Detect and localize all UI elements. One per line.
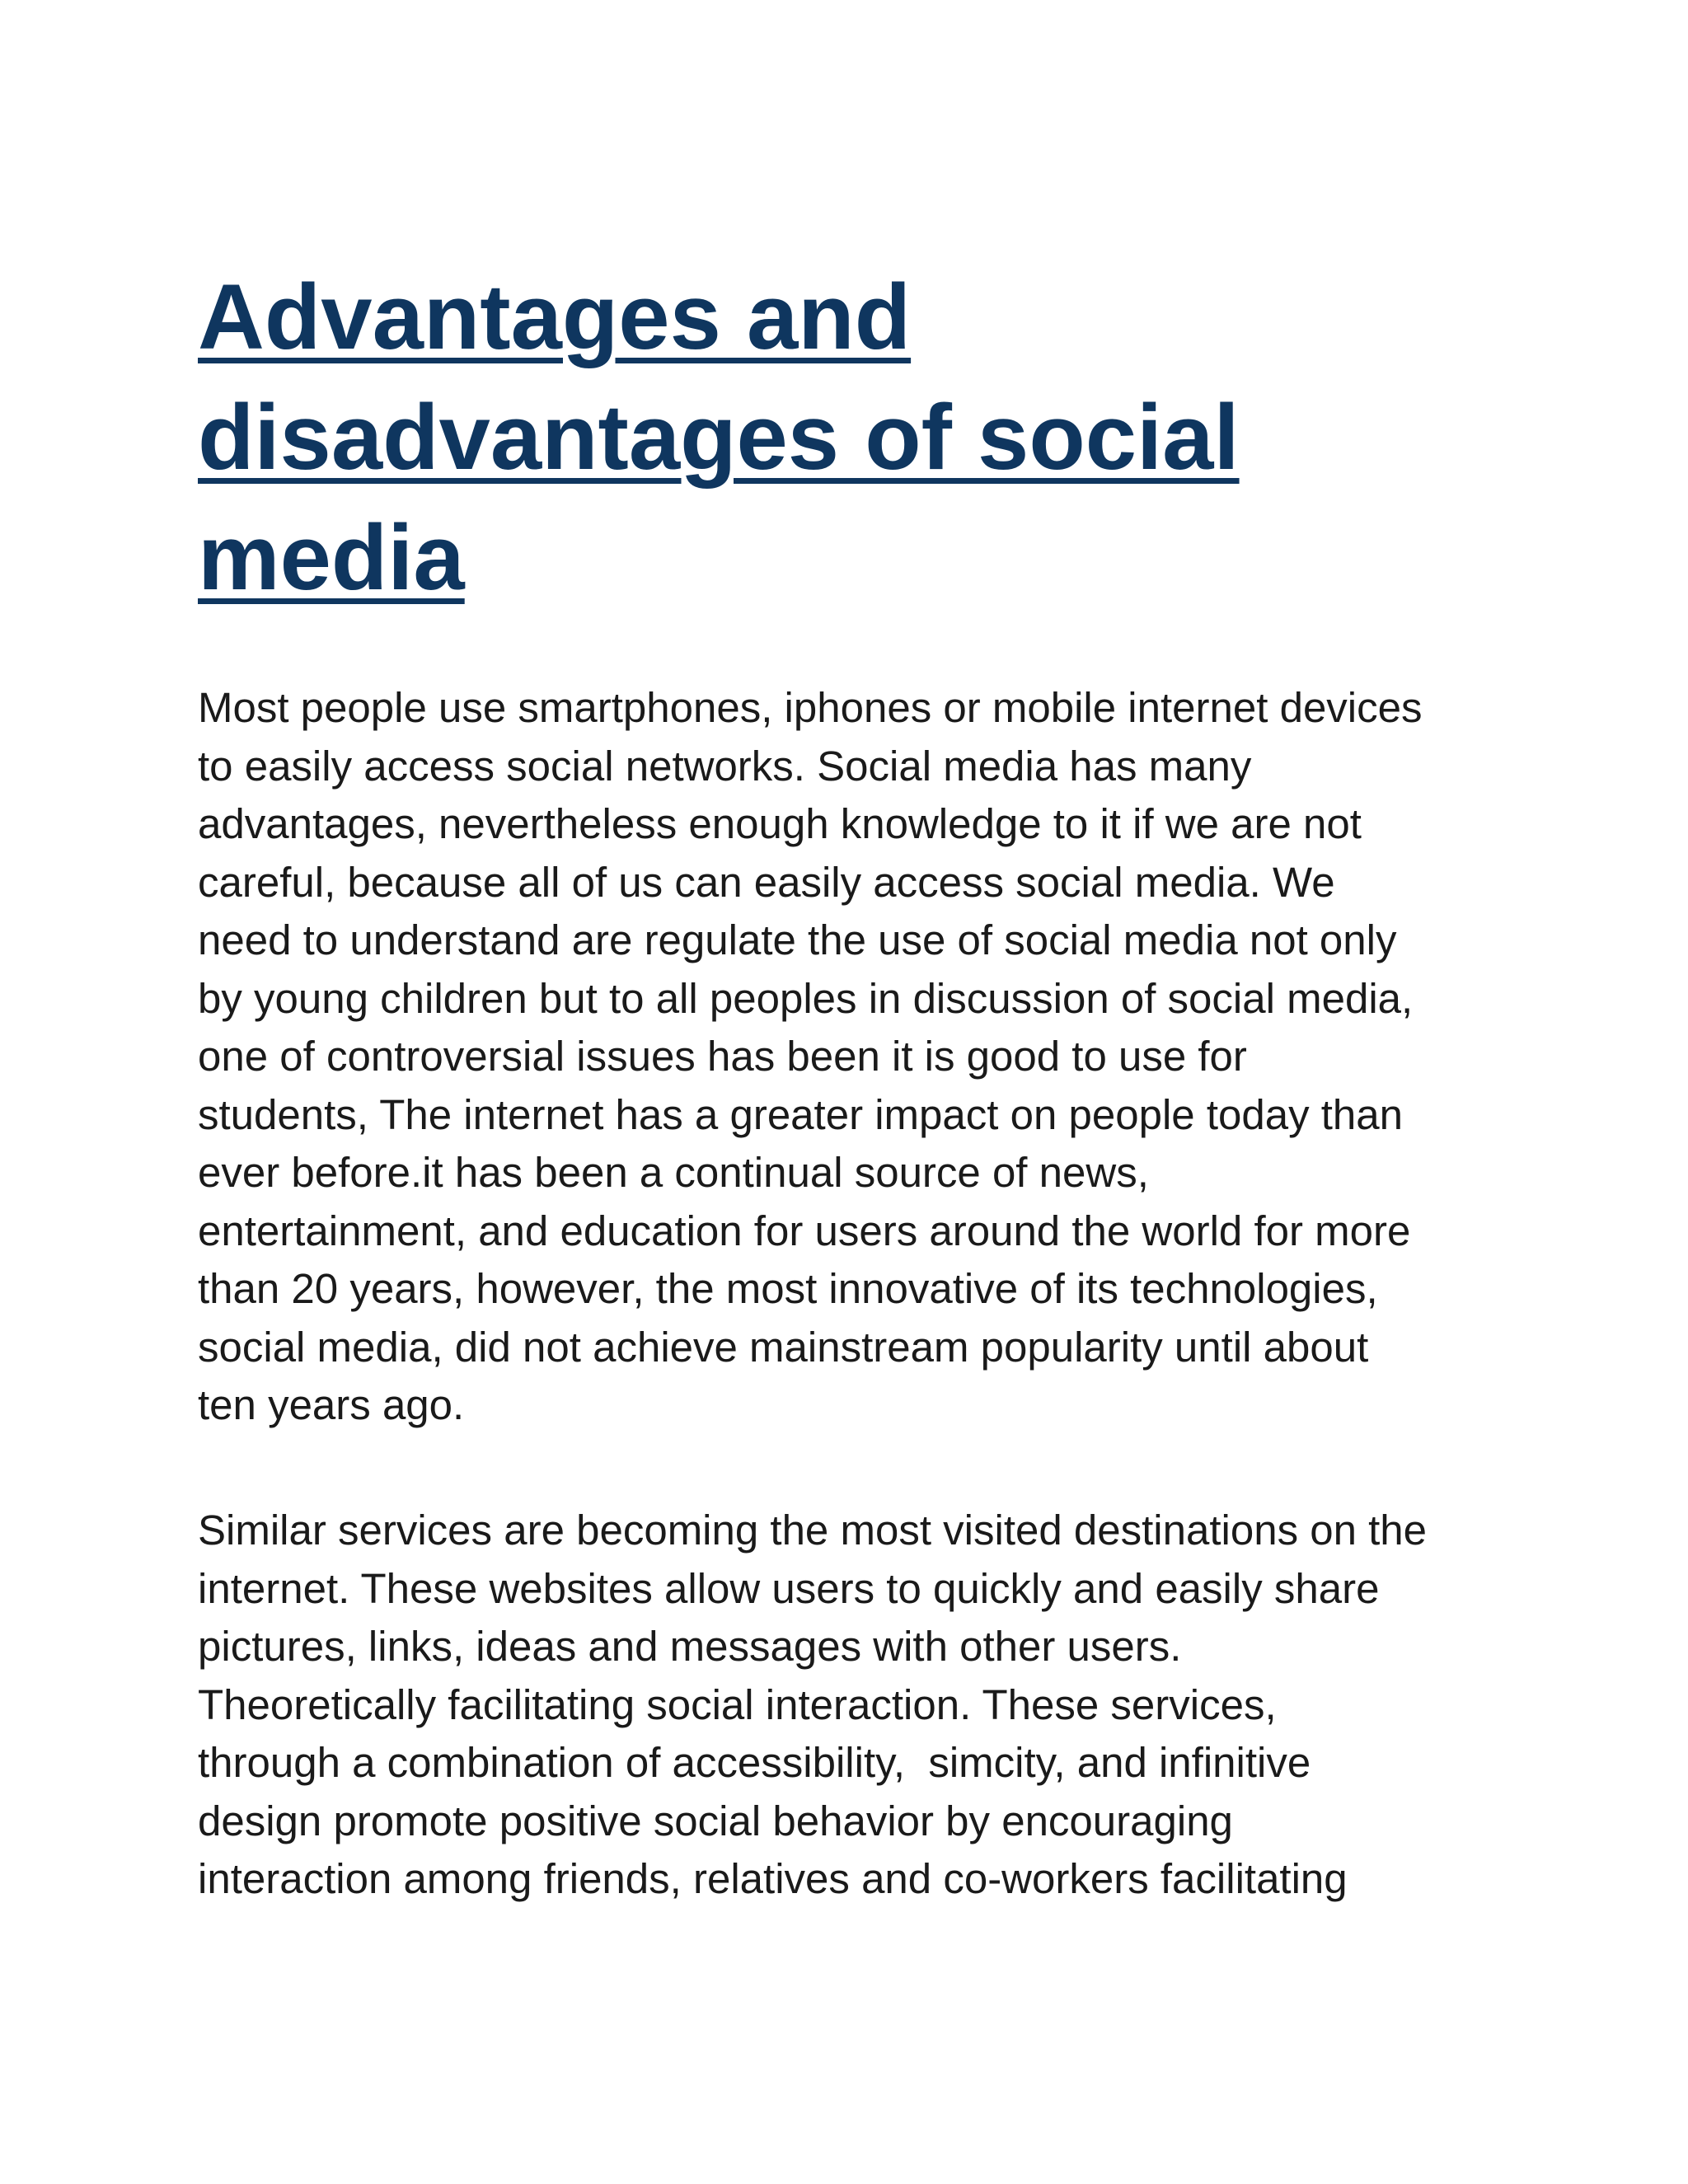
paragraph-line: need to understand are regulate the use of social media not only	[198, 916, 1397, 963]
title-line: Advantages and	[198, 265, 912, 368]
paragraph-line: social media, did not achieve mainstream popularity until about	[198, 1323, 1369, 1371]
paragraph-line: ever before.it has been a continual source of news,	[198, 1149, 1149, 1196]
body-paragraph-1	[198, 679, 1550, 1435]
paragraph-line: Most people use smartphones, iphones or mobile internet devices	[198, 684, 1423, 731]
paragraph-line: by young children but to all peoples in discussion of social media,	[198, 974, 1414, 1022]
paragraph-line: Similar services are becoming the most visited destinations on the	[198, 1507, 1428, 1554]
title-line: media	[198, 506, 465, 609]
paragraph-line: interaction among friends, relatives and co-workers facilitating	[198, 1855, 1348, 1902]
paragraph-line: internet. These websites allow users to quickly and easily share	[198, 1564, 1380, 1612]
paragraph-line: careful, because all of us can easily access social media. We	[198, 858, 1335, 906]
paragraph-line: than 20 years, however, the most innovative of its technologies,	[198, 1265, 1378, 1312]
title-line: disadvantages of social	[198, 386, 1240, 489]
paragraph-line: design promote positive social behavior by encouraging	[198, 1797, 1233, 1844]
paragraph-line: students, The internet has a greater impact on people today than	[198, 1090, 1404, 1138]
body-paragraph-2	[198, 1502, 1550, 1909]
paragraph-line: pictures, links, ideas and messages with other users.	[198, 1623, 1182, 1670]
paragraph-line: entertainment, and education for users around the world for more	[198, 1207, 1411, 1254]
paragraph-line: Theoretically facilitating social interaction. These services,	[198, 1680, 1277, 1728]
paragraph-line: ten years ago.	[198, 1381, 465, 1428]
paragraph-line: to easily access social networks. Social media has many	[198, 742, 1252, 790]
paragraph-line: one of controversial issues has been it is good to use for	[198, 1033, 1247, 1080]
paragraph-line: advantages, nevertheless enough knowledge to it if we are not	[198, 800, 1362, 847]
document-title	[198, 257, 1550, 618]
paragraph-line: through a combination of accessibility, simcity, and infinitive	[198, 1739, 1311, 1786]
